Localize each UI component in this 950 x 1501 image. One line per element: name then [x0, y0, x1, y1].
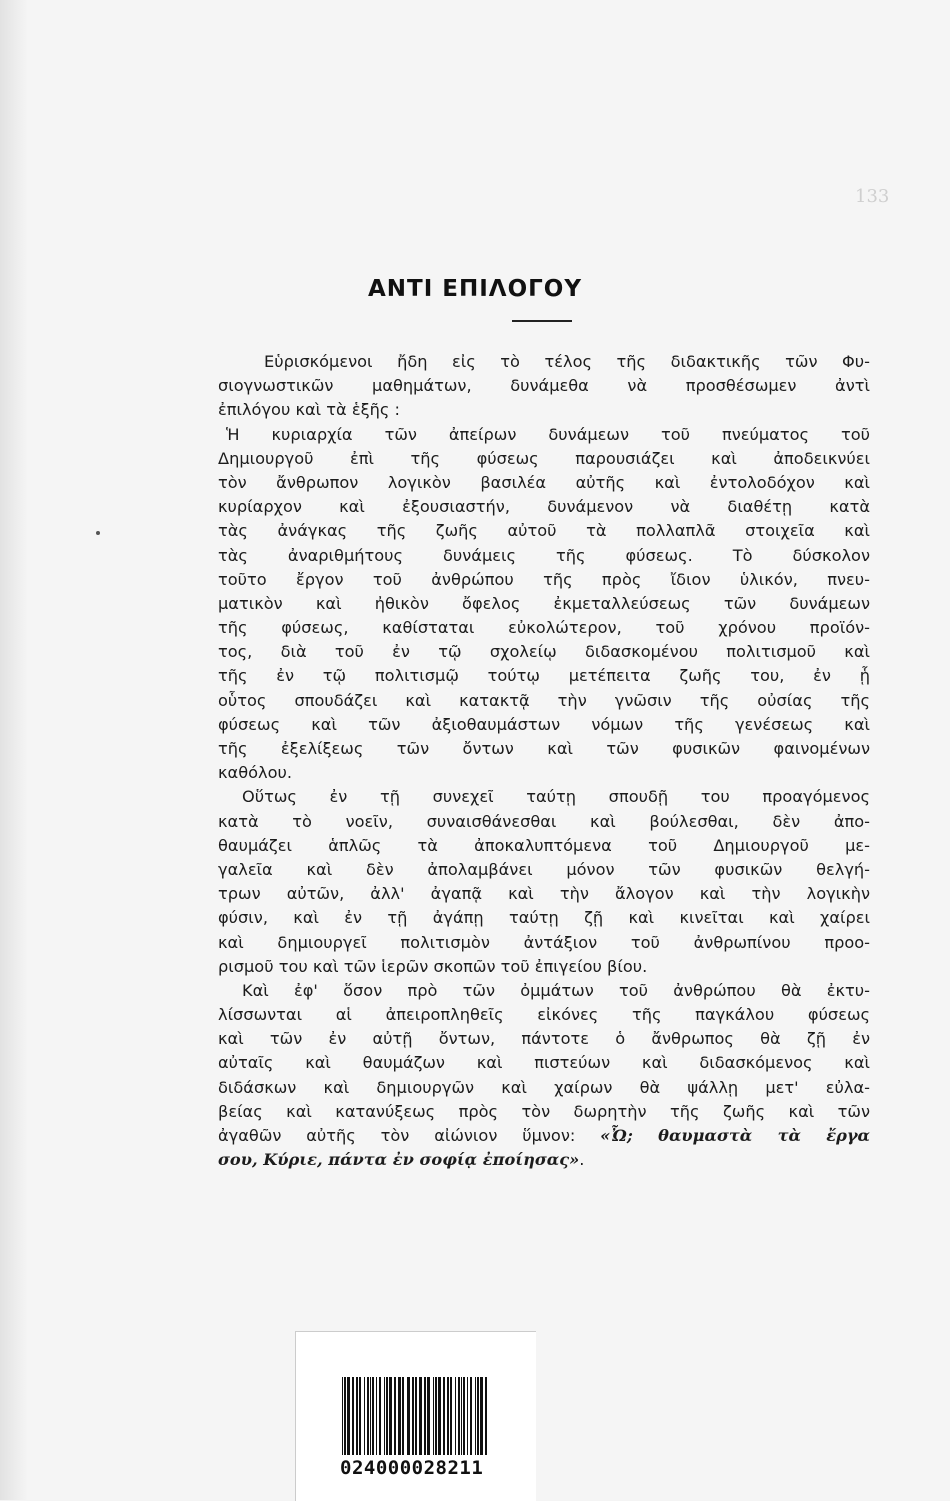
- barcode-bar: [438, 1377, 441, 1455]
- barcode-bar: [427, 1377, 430, 1455]
- barcode-bar: [372, 1377, 374, 1455]
- barcode-bar: [398, 1377, 401, 1455]
- barcode-bar: [384, 1377, 385, 1455]
- barcode-bar: [435, 1377, 437, 1455]
- text-line: τῆς φύσεως, καθίσταται εὐκολώτερον, τοῦ χρόνου προϊόν-: [218, 618, 870, 638]
- barcode-bar: [461, 1377, 462, 1455]
- barcode-bars: [342, 1377, 488, 1455]
- barcode-bar: [402, 1377, 404, 1455]
- text-line: τρων αὐτῶν, ἀλλ' ἀγαπᾷ καὶ τὴν ἄλογον καὶ τὴν λογικὴν: [218, 884, 870, 904]
- text-line: Εὑρισκόμενοι ἤδη εἰς τὸ τέλος τῆς διδακτικῆς τῶν Φυ-: [264, 352, 870, 371]
- barcode-bar: [467, 1377, 468, 1455]
- text-line: τῆς ἐν τῷ πολιτισμῷ τούτῳ μετέπειτα ζωῆς του, ἐν ᾗ: [218, 666, 870, 686]
- barcode-bar: [352, 1377, 354, 1455]
- text-line: βείας καὶ κατανύξεως πρὸς τὸν δωρητὴν τῆς ζωῆς καὶ τῶν: [218, 1101, 870, 1121]
- text-line: γαλεῖα καὶ δὲν ἀπολαμβάνει μόνον τῶν φυσικῶν θελγή-: [218, 859, 870, 879]
- text-line: Ἡ κυριαρχία τῶν ἀπείρων δυνάμεων τοῦ πνεύματος τοῦ: [226, 424, 870, 444]
- text-line: διδάσκων καὶ δημιουργῶν καὶ χαίρων θὰ ψάλλῃ μετ' εὐλα-: [218, 1077, 870, 1097]
- text-line: λίσσωνται αἱ ἀπειροπληθεῖς εἰκόνες τῆς παγκάλου φύσεως: [218, 1005, 870, 1025]
- barcode-bar: [443, 1377, 445, 1455]
- text-line: θαυμάζει ἁπλῶς τὰ ἀποκαλυπτόμενα τοῦ Δημιουργοῦ με-: [218, 835, 870, 855]
- barcode-bar: [412, 1377, 414, 1455]
- barcode-bar: [344, 1377, 346, 1455]
- barcode-bar: [370, 1377, 371, 1455]
- text-line: τὰς ἀναριθμήτους δυνάμεις τῆς φύσεως. Τὸ δύσκολον: [218, 545, 870, 565]
- text-line: σιογνωστικῶν μαθημάτων, δυνάμεθα νὰ προσθέσωμεν ἀντὶ: [218, 376, 870, 396]
- scripture-quote-part1: «Ὦ; θαυμαστὰ τὰ ἔργα: [600, 1126, 870, 1145]
- barcode-bar: [342, 1377, 343, 1455]
- body-text: [218, 350, 870, 1172]
- barcode-bar: [359, 1377, 361, 1455]
- text-line: καὶ δημιουργεῖ πολιτισμὸν ἀντάξιον τοῦ ἀνθρωπίνου προο-: [218, 932, 870, 952]
- text-line: Οὕτως ἐν τῇ συνεχεῖ ταύτῃ σπουδῇ του προαγόμενος: [242, 787, 870, 807]
- text-line: κατὰ τὸ νοεῖν, συναισθάνεσθαι καὶ βούλεσθαι, δὲν ἀπο-: [218, 811, 870, 831]
- page-title: ΑΝΤΙ ΕΠΙΛΟΓΟΥ: [367, 276, 583, 302]
- text-line: τὰς ἀνάγκας τῆς ζωῆς αὐτοῦ τὰ πολλαπλᾶ στοιχεῖα καὶ: [218, 521, 870, 541]
- text-line-with-quote: [218, 1124, 870, 1148]
- barcode-bar: [386, 1377, 388, 1455]
- text-line: αὐταῖς καὶ θαυμάζων καὶ πιστεύων καὶ διδασκόμενος καὶ: [218, 1053, 870, 1073]
- text-line-quote-end: [218, 1148, 870, 1172]
- text-line-prefix: ἀγαθῶν αὐτῆς τὸν αἰώνιον ὕμνον:: [218, 1126, 601, 1145]
- barcode-bar: [424, 1377, 426, 1455]
- barcode-number: 024000028211: [340, 1457, 484, 1479]
- text-line: καὶ τῶν ἐν αὐτῇ ὄντων, πάντοτε ὁ ἄνθρωπος θὰ ζῇ ἐν: [218, 1029, 870, 1049]
- barcode-bar: [463, 1377, 465, 1455]
- page-gutter-shadow: [0, 0, 28, 1500]
- text-line: τὸν ἄνθρωπον λογικὸν βασιλέα αὐτῆς καὶ ἐντολοδόχον καὶ: [218, 472, 870, 492]
- barcode-bar: [407, 1377, 410, 1455]
- barcode-bar: [419, 1377, 422, 1455]
- barcode-bar: [470, 1377, 472, 1455]
- text-line: φύσιν, καὶ ἐν τῇ ἀγάπῃ ταύτῃ ζῇ καὶ κινεῖται καὶ χαίρει: [218, 908, 870, 928]
- text-line: τοῦτο ἔργον τοῦ ἀνθρώπου τῆς πρὸς ἴδιον ὑλικόν, πνευ-: [218, 569, 870, 589]
- text-line: τῆς ἐξελίξεως τῶν ὄντων καὶ τῶν φυσικῶν φαινομένων: [218, 739, 870, 758]
- barcode-bar: [379, 1377, 381, 1455]
- text-line: Καὶ ἐφ' ὅσον πρὸ τῶν ὀμμάτων τοῦ ἀνθρώπου θὰ ἐκτυ-: [242, 980, 870, 1000]
- text-line: Δημιουργοῦ ἐπὶ τῆς φύσεως παρουσιάζει καὶ ἀποδεικνύει: [218, 448, 870, 468]
- barcode-bar: [347, 1377, 350, 1455]
- bleed-through-page-number: 133: [855, 186, 890, 207]
- text-line: κυρίαρχον καὶ ἐξουσιαστήν, δυνάμενον νὰ διαθέτῃ κατὰ: [218, 497, 870, 517]
- barcode-bar: [433, 1377, 434, 1455]
- barcode-bar: [458, 1377, 460, 1455]
- barcode-bar: [356, 1377, 358, 1455]
- text-line: ἐπιλόγου καὶ τὰ ἑξῆς :: [218, 400, 400, 420]
- barcode-bar: [447, 1377, 449, 1455]
- barcode-label: [295, 1331, 536, 1501]
- barcode-bar: [480, 1377, 483, 1455]
- title-underline: [512, 320, 572, 322]
- barcode-bar: [477, 1377, 479, 1455]
- barcode-bar: [367, 1377, 369, 1455]
- barcode-bar: [376, 1377, 377, 1455]
- barcode-bar: [389, 1377, 392, 1455]
- text-line: οὗτος σπουδάζει καὶ κατακτᾷ τὴν γνῶσιν τῆς οὐσίας τῆς: [218, 690, 870, 710]
- barcode-bar: [415, 1377, 417, 1455]
- barcode-bar: [485, 1377, 487, 1455]
- scripture-quote-part2: σου, Κύριε, πάντα ἐν σοφίᾳ ἐποίησας»: [218, 1150, 580, 1170]
- text-line: τος, διὰ τοῦ ἐν τῷ σχολείῳ διδασκομένου πολιτισμοῦ καὶ: [218, 642, 870, 662]
- text-line: καθόλου.: [218, 763, 293, 783]
- text-line: φύσεως καὶ τῶν ἀξιοθαυμάστων νόμων τῆς γενέσεως καὶ: [218, 714, 870, 734]
- barcode-bar: [455, 1377, 456, 1455]
- barcode-bar: [450, 1377, 452, 1455]
- text-line: ρισμοῦ του καὶ τῶν ἱερῶν σκοπῶν τοῦ ἐπιγείου βίου.: [218, 956, 648, 976]
- margin-dot: [96, 531, 100, 535]
- closing-period: .: [579, 1150, 585, 1170]
- barcode-bar: [394, 1377, 396, 1455]
- barcode-bar: [364, 1377, 365, 1455]
- text-line: ματικὸν καὶ ἠθικὸν ὄφελος ἐκμεταλλεύσεως τῶν δυνάμεων: [218, 593, 870, 613]
- barcode-bar: [475, 1377, 476, 1455]
